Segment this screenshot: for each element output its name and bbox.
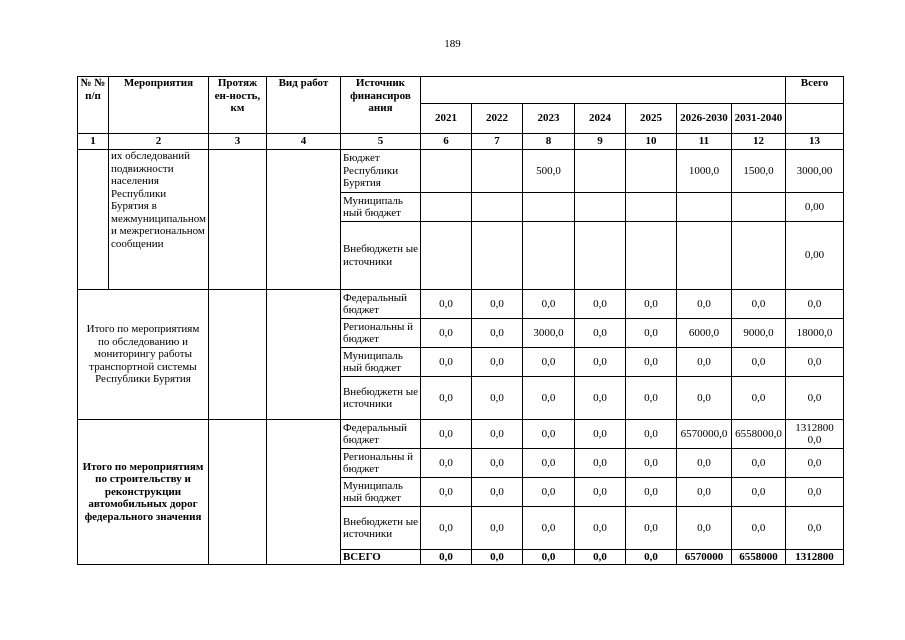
table-row bbox=[78, 420, 844, 449]
value-cell: 0,0 bbox=[574, 290, 625, 319]
value-cell: 18000,0 bbox=[785, 319, 843, 348]
column-number: 9 bbox=[574, 134, 625, 150]
column-number: 13 bbox=[785, 134, 843, 150]
header-year: 2024 bbox=[574, 104, 625, 134]
value-cell: 0,0 bbox=[471, 290, 522, 319]
value-cell: 0,0 bbox=[625, 377, 676, 420]
value-cell: 0,0 bbox=[420, 377, 471, 420]
value-cell bbox=[522, 193, 574, 222]
value-cell: 6570000 bbox=[676, 550, 731, 565]
column-number: 12 bbox=[731, 134, 785, 150]
value-cell: 0,0 bbox=[471, 319, 522, 348]
value-cell bbox=[574, 150, 625, 193]
value-cell: 0,0 bbox=[625, 420, 676, 449]
value-cell: 0,0 bbox=[625, 550, 676, 565]
header-source: Источник финансиров ания bbox=[340, 77, 420, 134]
header-year: 2031-2040 bbox=[731, 104, 785, 134]
value-cell bbox=[420, 193, 471, 222]
header-year: 2025 bbox=[625, 104, 676, 134]
value-cell: 0,0 bbox=[471, 420, 522, 449]
column-number: 5 bbox=[340, 134, 420, 150]
row-number-cell bbox=[78, 150, 109, 290]
value-cell: 0,0 bbox=[785, 507, 843, 550]
funding-source: Региональны й бюджет bbox=[340, 319, 420, 348]
header-year: 2022 bbox=[471, 104, 522, 134]
header-total-blank bbox=[785, 104, 843, 134]
value-cell: 0,0 bbox=[676, 449, 731, 478]
value-cell: 0,00 bbox=[785, 222, 843, 290]
value-cell: 0,0 bbox=[625, 319, 676, 348]
value-cell: 0,0 bbox=[522, 449, 574, 478]
value-cell: 0,0 bbox=[420, 348, 471, 377]
value-cell bbox=[625, 150, 676, 193]
column-number: 1 bbox=[78, 134, 109, 150]
value-cell bbox=[471, 222, 522, 290]
value-cell: 0,0 bbox=[731, 478, 785, 507]
column-number: 4 bbox=[266, 134, 340, 150]
header-row bbox=[78, 77, 844, 104]
column-number: 2 bbox=[109, 134, 209, 150]
value-cell: 0,0 bbox=[420, 420, 471, 449]
value-cell: 0,0 bbox=[574, 348, 625, 377]
funding-source: Муниципаль ный бюджет bbox=[340, 348, 420, 377]
value-cell: 0,0 bbox=[574, 550, 625, 565]
value-cell: 0,0 bbox=[471, 348, 522, 377]
value-cell: 1500,0 bbox=[731, 150, 785, 193]
value-cell: 9000,0 bbox=[731, 319, 785, 348]
work-type-cell bbox=[266, 420, 340, 565]
work-type-cell bbox=[266, 150, 340, 290]
column-number: 6 bbox=[420, 134, 471, 150]
funding-source: Региональны й бюджет bbox=[340, 449, 420, 478]
value-cell: 0,0 bbox=[625, 348, 676, 377]
value-cell: 0,0 bbox=[731, 290, 785, 319]
value-cell: 0,0 bbox=[731, 377, 785, 420]
value-cell: 0,0 bbox=[522, 478, 574, 507]
funding-source: Внебюджетн ые источники bbox=[340, 222, 420, 290]
value-cell: 0,0 bbox=[574, 420, 625, 449]
funding-source: Внебюджетн ые источники bbox=[340, 507, 420, 550]
value-cell: 1312800 bbox=[785, 550, 843, 565]
table-row bbox=[78, 290, 844, 319]
funding-source: Муниципаль ный бюджет bbox=[340, 193, 420, 222]
group-title: Итого по мероприятиям по строительству и реконструкции автомобильных дорог федерального значения bbox=[78, 420, 209, 565]
header-year: 2021 bbox=[420, 104, 471, 134]
value-cell bbox=[625, 193, 676, 222]
value-cell: 0,0 bbox=[574, 319, 625, 348]
value-cell: 500,0 bbox=[522, 150, 574, 193]
value-cell: 0,0 bbox=[625, 507, 676, 550]
column-number-row bbox=[78, 134, 844, 150]
value-cell: 0,0 bbox=[420, 550, 471, 565]
value-cell: 0,0 bbox=[522, 507, 574, 550]
value-cell bbox=[625, 222, 676, 290]
value-cell: 0,0 bbox=[785, 377, 843, 420]
value-cell bbox=[731, 222, 785, 290]
work-type-cell bbox=[266, 290, 340, 420]
header-years-span bbox=[420, 77, 785, 104]
group-title: Итого по мероприятиям по обследованию и мониторингу работы транспортной системы Республики Бурятия bbox=[78, 290, 209, 420]
value-cell: 0,0 bbox=[471, 377, 522, 420]
value-cell: 3000,00 bbox=[785, 150, 843, 193]
value-cell: 0,0 bbox=[522, 377, 574, 420]
length-cell bbox=[208, 150, 266, 290]
funding-source: Муниципаль ный бюджет bbox=[340, 478, 420, 507]
length-cell bbox=[208, 290, 266, 420]
value-cell: 0,0 bbox=[676, 290, 731, 319]
value-cell: 0,0 bbox=[785, 290, 843, 319]
value-cell: 0,0 bbox=[471, 550, 522, 565]
value-cell bbox=[574, 222, 625, 290]
value-cell: 0,0 bbox=[676, 507, 731, 550]
value-cell: 0,0 bbox=[731, 507, 785, 550]
value-cell: 1312800 0,0 bbox=[785, 420, 843, 449]
financing-table bbox=[77, 76, 844, 565]
funding-source: Федеральный бюджет bbox=[340, 290, 420, 319]
value-cell: 0,0 bbox=[574, 478, 625, 507]
value-cell: 0,0 bbox=[471, 478, 522, 507]
value-cell: 0,0 bbox=[522, 420, 574, 449]
column-number: 10 bbox=[625, 134, 676, 150]
value-cell: 0,0 bbox=[785, 449, 843, 478]
value-cell: 0,0 bbox=[574, 377, 625, 420]
value-cell bbox=[420, 222, 471, 290]
length-cell bbox=[208, 420, 266, 565]
value-cell bbox=[471, 150, 522, 193]
value-cell bbox=[471, 193, 522, 222]
funding-source: Бюджет Республики Бурятия bbox=[340, 150, 420, 193]
header-year: 2023 bbox=[522, 104, 574, 134]
column-number: 11 bbox=[676, 134, 731, 150]
value-cell: 0,0 bbox=[574, 449, 625, 478]
header-work-type: Вид работ bbox=[266, 77, 340, 134]
header-events: Мероприятия bbox=[109, 77, 209, 134]
value-cell: 6000,0 bbox=[676, 319, 731, 348]
grand-total-label: ВСЕГО bbox=[340, 550, 420, 565]
table-row bbox=[78, 150, 844, 193]
value-cell bbox=[420, 150, 471, 193]
value-cell: 0,0 bbox=[731, 449, 785, 478]
value-cell: 0,0 bbox=[471, 507, 522, 550]
event-description: их обследований подвижности населения Республики Бурятия в межмуниципальном и межрегиональном сообщении bbox=[109, 150, 209, 290]
column-number: 8 bbox=[522, 134, 574, 150]
header-length: Протяж ен-ность, км bbox=[208, 77, 266, 134]
value-cell: 0,0 bbox=[420, 319, 471, 348]
value-cell: 0,0 bbox=[522, 290, 574, 319]
value-cell bbox=[522, 222, 574, 290]
funding-source: Федеральный бюджет bbox=[340, 420, 420, 449]
value-cell: 0,0 bbox=[522, 550, 574, 565]
value-cell: 1000,0 bbox=[676, 150, 731, 193]
value-cell: 0,0 bbox=[522, 348, 574, 377]
page-number: 189 bbox=[444, 38, 461, 50]
value-cell: 0,0 bbox=[676, 478, 731, 507]
value-cell: 0,0 bbox=[785, 478, 843, 507]
value-cell: 0,0 bbox=[420, 507, 471, 550]
value-cell: 0,0 bbox=[625, 449, 676, 478]
value-cell: 0,0 bbox=[625, 478, 676, 507]
header-number: № № п/п bbox=[78, 77, 109, 134]
value-cell bbox=[676, 193, 731, 222]
value-cell: 0,0 bbox=[625, 290, 676, 319]
value-cell: 0,00 bbox=[785, 193, 843, 222]
value-cell: 0,0 bbox=[676, 348, 731, 377]
funding-source: Внебюджетн ые источники bbox=[340, 377, 420, 420]
header-total: Всего bbox=[785, 77, 843, 104]
value-cell: 6558000 bbox=[731, 550, 785, 565]
value-cell: 3000,0 bbox=[522, 319, 574, 348]
value-cell bbox=[574, 193, 625, 222]
value-cell: 0,0 bbox=[731, 348, 785, 377]
value-cell: 0,0 bbox=[574, 507, 625, 550]
header-year: 2026-2030 bbox=[676, 104, 731, 134]
value-cell: 0,0 bbox=[676, 377, 731, 420]
value-cell bbox=[676, 222, 731, 290]
value-cell: 0,0 bbox=[420, 449, 471, 478]
value-cell bbox=[731, 193, 785, 222]
value-cell: 0,0 bbox=[420, 478, 471, 507]
value-cell: 6558000,0 bbox=[731, 420, 785, 449]
column-number: 3 bbox=[208, 134, 266, 150]
value-cell: 0,0 bbox=[785, 348, 843, 377]
value-cell: 6570000,0 bbox=[676, 420, 731, 449]
value-cell: 0,0 bbox=[471, 449, 522, 478]
column-number: 7 bbox=[471, 134, 522, 150]
value-cell: 0,0 bbox=[420, 290, 471, 319]
